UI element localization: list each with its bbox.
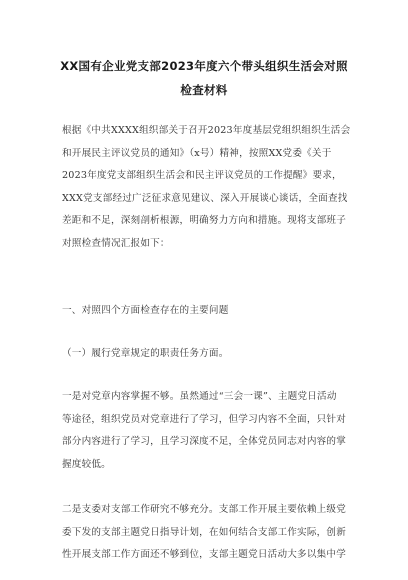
body-line: 性开展支部工作方面还不够到位，支部主题党日活动大多以集中学 <box>62 549 347 560</box>
intro-line: XXX党支部经过广泛征求意见建议、深入开展谈心谈话，全面查找 <box>62 192 348 204</box>
body-line: 二是支委对支部工作研究不够充分。支部工作开展主要依赖上级党 <box>62 504 347 515</box>
body-line: 部分内容进行了学习，且学习深度不足，全体党员同志对内容的掌 <box>62 436 347 447</box>
body-line: 握度较低。 <box>62 458 111 470</box>
intro-line: 对照检查情况汇报如下： <box>62 237 170 249</box>
intro-line: 和开展民主评议党员的通知》（x号）精神，按照XX党委《关于 <box>62 147 332 159</box>
document-title-line-1: XX国有企业党支部2023年度六个带头组织生活会对照 <box>60 59 348 73</box>
subsection-heading-1 <box>62 343 352 366</box>
intro-line: 根据《中共XXXX组织部关于召开2023年度基层党组织组织生活会 <box>62 125 351 136</box>
section-heading-text: 一、对照四个方面检查存在的主要问题 <box>62 305 229 316</box>
body-paragraph-1 <box>62 386 352 476</box>
body-line: 委下发的支部主题党日指导计划，在如何结合支部工作实际，创新 <box>62 526 347 538</box>
body-line: 一是对党章内容掌握不够。虽然通过“三会一课”、主题党日活动 <box>62 391 337 402</box>
body-paragraph-2 <box>62 499 352 567</box>
body-line: 等途径，组织党员对党章进行了学习，但学习内容不全面，只针对 <box>62 413 347 425</box>
intro-paragraph <box>62 120 352 255</box>
subsection-heading-text: （一）履行党章规定的职责任务方面。 <box>62 348 229 359</box>
intro-line: 差距和不足，深刻剖析根源，明确努力方向和措施。现将支部班子 <box>62 215 347 226</box>
document-title-line-2: 检查材料 <box>180 83 228 97</box>
intro-line: 2023年度党支部组织生活会和民主评议党员的工作提醒》要求， <box>62 170 342 181</box>
section-heading-1 <box>62 300 352 323</box>
